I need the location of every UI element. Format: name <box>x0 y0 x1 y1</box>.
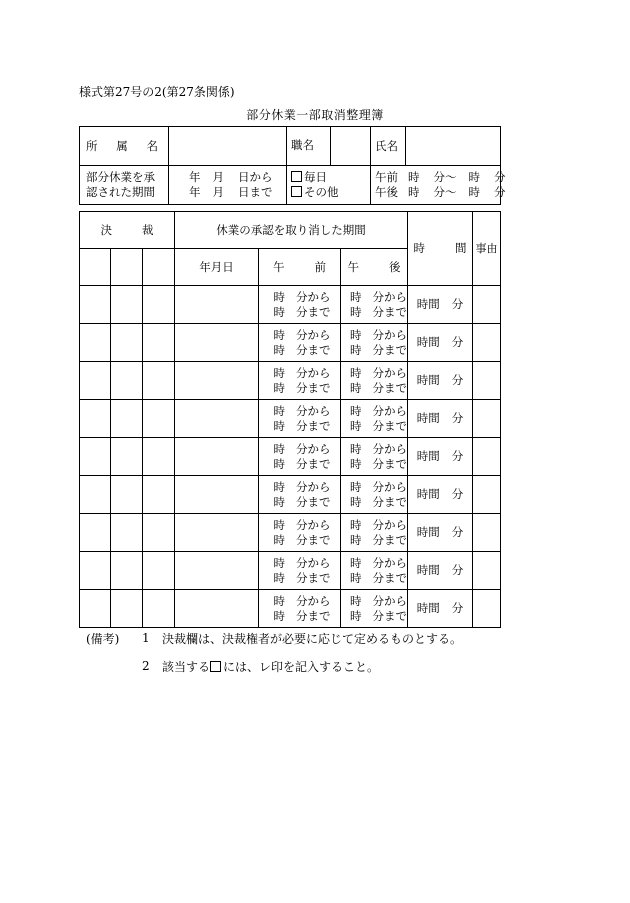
date-cell[interactable] <box>175 476 259 514</box>
checkbox-icon <box>291 171 302 182</box>
hours-cell[interactable]: 時間 分 <box>408 476 473 514</box>
reason-header: 事由 <box>473 212 501 286</box>
decision-cell[interactable] <box>80 514 111 552</box>
pm-header: 午 後 <box>341 249 408 286</box>
decision-stamp-3[interactable] <box>143 249 175 286</box>
hours-cell[interactable]: 時間 分 <box>408 438 473 476</box>
reason-cell[interactable] <box>473 514 501 552</box>
pm-period-cell[interactable]: 時 分から 時 分まで <box>341 400 408 438</box>
approved-period-label: 部分休業を承 認された期間 <box>80 166 169 205</box>
pm-period-cell[interactable]: 時 分から 時 分まで <box>341 324 408 362</box>
register-sheet <box>79 126 506 628</box>
pm-period-cell[interactable]: 時 分から 時 分まで <box>341 438 408 476</box>
hours-header: 時 間 <box>408 212 473 286</box>
decision-cell[interactable] <box>80 324 111 362</box>
approved-times: 午前 時 分〜 時 分 午後 時 分〜 時 分 <box>371 166 501 205</box>
table-row <box>80 324 501 362</box>
table-row <box>80 514 501 552</box>
table-row <box>80 552 501 590</box>
hours-cell[interactable]: 時間 分 <box>408 514 473 552</box>
am-period-cell[interactable]: 時 分から 時 分まで <box>259 438 341 476</box>
hours-cell[interactable]: 時間 分 <box>408 552 473 590</box>
decision-header: 決 裁 <box>80 212 175 249</box>
decision-stamp-2[interactable] <box>111 249 143 286</box>
pm-period-cell[interactable]: 時 分から 時 分まで <box>341 362 408 400</box>
am-period-cell[interactable]: 時 分から 時 分まで <box>259 590 341 628</box>
decision-cell[interactable] <box>143 514 175 552</box>
remark-1: (備考) 1 決裁欄は、決裁権者が必要に応じて定めるものとする。 <box>86 631 463 646</box>
decision-cell[interactable] <box>111 514 143 552</box>
remarks <box>86 624 462 680</box>
name-cell <box>371 127 501 166</box>
reason-cell[interactable] <box>473 476 501 514</box>
pm-period-cell[interactable]: 時 分から 時 分まで <box>341 286 408 324</box>
checkbox-icon <box>291 186 302 197</box>
decision-cell[interactable] <box>111 362 143 400</box>
checkbox-icon <box>210 661 221 672</box>
reason-cell[interactable] <box>473 286 501 324</box>
table-row <box>80 286 501 324</box>
decision-cell[interactable] <box>80 400 111 438</box>
decision-cell[interactable] <box>143 286 175 324</box>
decision-cell[interactable] <box>111 590 143 628</box>
decision-cell[interactable] <box>143 438 175 476</box>
am-header: 午 前 <box>259 249 341 286</box>
reason-cell[interactable] <box>473 590 501 628</box>
name-field[interactable] <box>406 127 500 165</box>
table-row <box>80 476 501 514</box>
other-checkbox[interactable]: その他 <box>291 185 370 200</box>
hours-cell[interactable]: 時間 分 <box>408 324 473 362</box>
hours-cell[interactable]: 時間 分 <box>408 590 473 628</box>
name-label: 氏名 <box>375 138 398 153</box>
reason-cell[interactable] <box>473 552 501 590</box>
approved-dates: 年 月 日から 年 月 日まで <box>169 166 287 205</box>
am-period-cell[interactable]: 時 分から 時 分まで <box>259 514 341 552</box>
date-cell[interactable] <box>175 362 259 400</box>
decision-cell[interactable] <box>143 362 175 400</box>
pm-period-cell[interactable]: 時 分から 時 分まで <box>341 552 408 590</box>
cancel-period-header: 休業の承認を取り消した期間 <box>175 212 408 249</box>
date-cell[interactable] <box>175 324 259 362</box>
decision-cell[interactable] <box>143 476 175 514</box>
form-number: 様式第27号の2(第27条関係) <box>79 85 235 99</box>
date-cell[interactable] <box>175 438 259 476</box>
info-table <box>79 126 506 205</box>
position-cell <box>287 127 371 166</box>
hours-cell[interactable]: 時間 分 <box>408 286 473 324</box>
cancellation-table <box>79 211 501 628</box>
am-period-cell[interactable]: 時 分から 時 分まで <box>259 362 341 400</box>
date-cell[interactable] <box>175 286 259 324</box>
reason-cell[interactable] <box>473 438 501 476</box>
decision-cell[interactable] <box>143 400 175 438</box>
ymd-header: 年月日 <box>175 249 259 286</box>
am-period-cell[interactable]: 時 分から 時 分まで <box>259 400 341 438</box>
date-cell[interactable] <box>175 514 259 552</box>
form-title: 部分休業一部取消整理簿 <box>246 108 384 122</box>
decision-stamp-1[interactable] <box>80 249 111 286</box>
decision-cell[interactable] <box>80 438 111 476</box>
pm-period-cell[interactable]: 時 分から 時 分まで <box>341 514 408 552</box>
decision-cell[interactable] <box>80 476 111 514</box>
am-period-cell[interactable]: 時 分から 時 分まで <box>259 286 341 324</box>
pm-period-cell[interactable]: 時 分から 時 分まで <box>341 590 408 628</box>
hours-cell[interactable]: 時間 分 <box>408 400 473 438</box>
table-row <box>80 362 501 400</box>
decision-cell[interactable] <box>80 286 111 324</box>
decision-cell[interactable] <box>111 552 143 590</box>
decision-cell[interactable] <box>80 362 111 400</box>
reason-cell[interactable] <box>473 324 501 362</box>
decision-cell[interactable] <box>80 552 111 590</box>
decision-cell[interactable] <box>80 590 111 628</box>
affiliation-label: 所 属 名 <box>80 127 169 166</box>
hours-cell[interactable]: 時間 分 <box>408 362 473 400</box>
decision-cell[interactable] <box>111 476 143 514</box>
cancellation-rows <box>80 286 501 628</box>
position-label: 職名 <box>291 138 314 152</box>
table-row <box>80 400 501 438</box>
daily-checkbox[interactable]: 毎日 <box>291 170 370 185</box>
am-period-cell[interactable]: 時 分から 時 分まで <box>259 324 341 362</box>
pm-period-cell[interactable]: 時 分から 時 分まで <box>341 476 408 514</box>
frequency-options <box>287 166 371 205</box>
decision-cell[interactable] <box>143 324 175 362</box>
date-cell[interactable] <box>175 552 259 590</box>
decision-cell[interactable] <box>143 590 175 628</box>
am-period-cell[interactable]: 時 分から 時 分まで <box>259 476 341 514</box>
am-period-cell[interactable]: 時 分から 時 分まで <box>259 552 341 590</box>
reason-cell[interactable] <box>473 362 501 400</box>
affiliation-field[interactable] <box>169 127 287 166</box>
date-cell[interactable] <box>175 400 259 438</box>
reason-cell[interactable] <box>473 400 501 438</box>
date-cell[interactable] <box>175 590 259 628</box>
decision-cell[interactable] <box>143 552 175 590</box>
decision-cell[interactable] <box>111 438 143 476</box>
decision-cell[interactable] <box>111 286 143 324</box>
decision-cell[interactable] <box>111 400 143 438</box>
decision-cell[interactable] <box>111 324 143 362</box>
table-row <box>80 438 501 476</box>
remark-2: 2 該当する には、レ印を記入すること。 <box>142 659 380 674</box>
table-row <box>80 590 501 628</box>
